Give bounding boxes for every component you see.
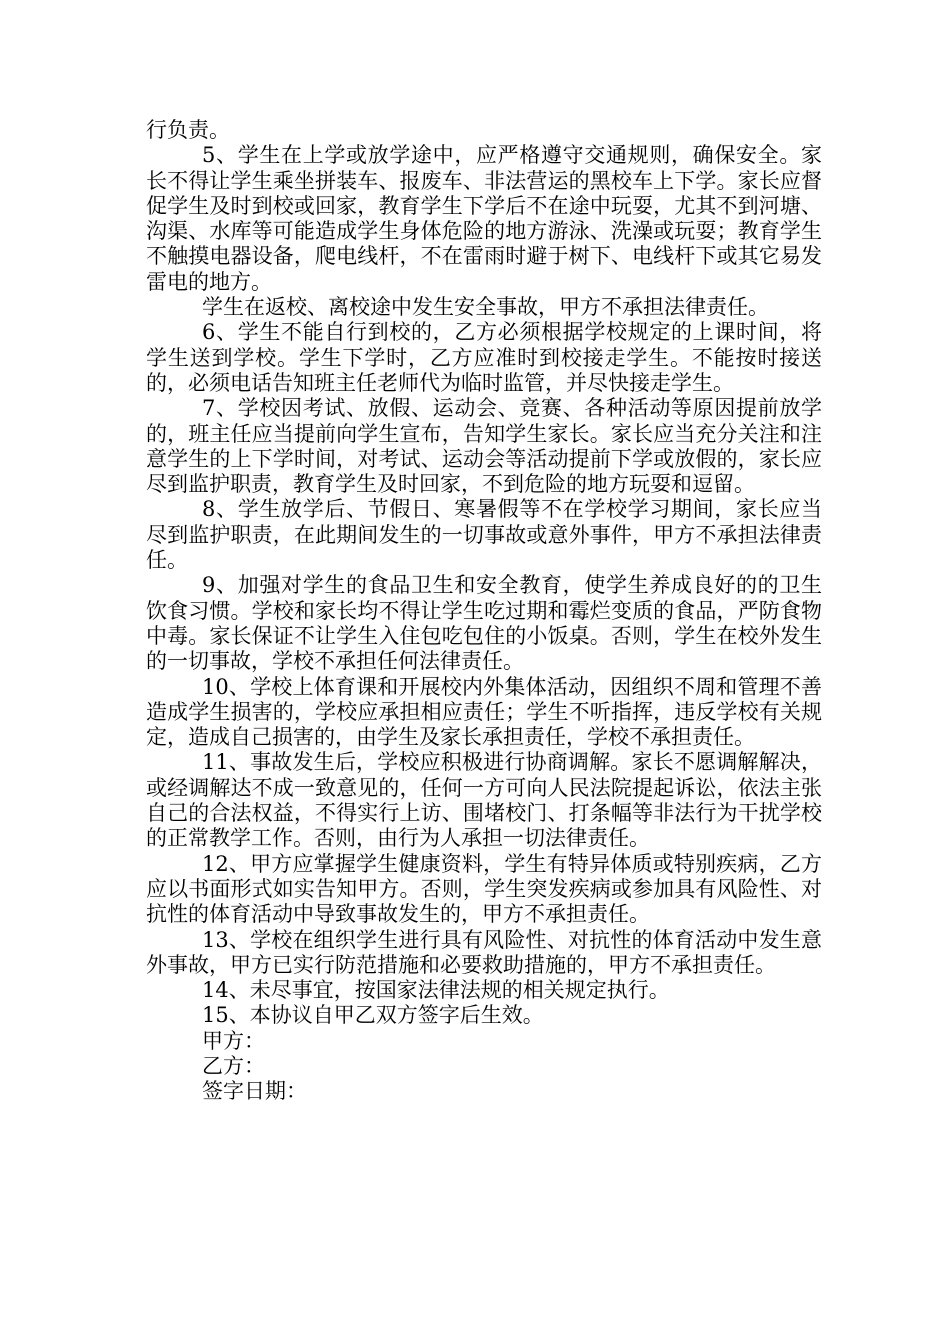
clause-9: 9、加强对学生的食品卫生和安全教育，使学生养成良好的的卫生饮食习惯。学校和家长均不得让学生吃过期和霉烂变质的食品，严防食物中毒。家长保证不让学生入住包吃包住的小饭桌。否则，学生在校外发生的一切事故，学校不承担任何法律责任。: [146, 573, 822, 674]
clause-10: 10、学校上体育课和开展校内外集体活动，因组织不周和管理不善造成学生损害的，学校应承担相应责任；学生不听指挥，违反学校有关规定，造成自己损害的，由学生及家长承担责任，学校不承担责任。: [146, 674, 822, 750]
clause-6: 6、学生不能自行到校的，乙方必须根据学校规定的上课时间，将学生送到学校。学生下学时，乙方应准时到校接走学生。不能按时接送的，必须电话告知班主任老师代为临时监管，并尽快接走学生。: [146, 320, 822, 395]
clause-8: 8、学生放学后、节假日、寒暑假等不在学校学习期间，家长应当尽到监护职责，在此期间发生的一切事故或意外事件，甲方不承担法律责任。: [146, 497, 822, 573]
clause-11: 11、事故发生后，学校应积极进行协商调解。家长不愿调解解决，或经调解达不成一致意见的，任何一方可向人民法院提起诉讼，依法主张自己的合法权益，不得实行上访、围堵校门、打条幅等非法行为干扰学校的正常教学工作。否则，由行为人承担一切法律责任。: [146, 750, 822, 851]
document-body: [146, 118, 822, 1105]
clause-5-note: 学生在返校、离校途中发生安全事故，甲方不承担法律责任。: [202, 295, 769, 320]
sign-date-label: 签字日期：: [202, 1079, 307, 1104]
clause-12: 12、甲方应掌握学生健康资料，学生有特异体质或特别疾病，乙方应以书面形式如实告知甲方。否则，学生突发疾病或参加具有风险性、对抗性的体育活动中导致事故发生的，甲方不承担责任。: [146, 851, 822, 927]
clause-5: 5、学生在上学或放学途中，应严格遵守交通规则，确保安全。家长不得让学生乘坐拼装车、报废车、非法营运的黑校车上下学。家长应督促学生及时到校或回家，教育学生下学后不在途中玩耍，尤其不到河塘、沟渠、水库等可能造成学生身体危险的地方游泳、洗澡或玩耍；教育学生不触摸电器设备，爬电线杆，不在雷雨时避于树下、电线杆下或其它易发雷电的地方。: [146, 143, 822, 294]
party-b-signature-label: 乙方：: [202, 1053, 265, 1078]
party-a-signature-label: 甲方：: [202, 1028, 265, 1053]
clause-13: 13、学校在组织学生进行具有风险性、对抗性的体育活动中发生意外事故，甲方已实行防范措施和必要救助措施的，甲方不承担责任。: [146, 927, 822, 977]
clause-15: 15、本协议自甲乙双方签字后生效。: [202, 1003, 544, 1028]
continued-text: 行负责。: [146, 118, 230, 142]
clause-7: 7、学校因考试、放假、运动会、竞赛、各种活动等原因提前放学的，班主任应当提前向学生宣布，告知学生家长。家长应当充分关注和注意学生的上下学时间，对考试、运动会等活动提前下学或放假的，家长应尽到监护职责，教育学生及时回家，不到危险的地方玩耍和逗留。: [146, 396, 822, 497]
clause-14: 14、未尽事宜，按国家法律法规的相关规定执行。: [202, 978, 670, 1003]
